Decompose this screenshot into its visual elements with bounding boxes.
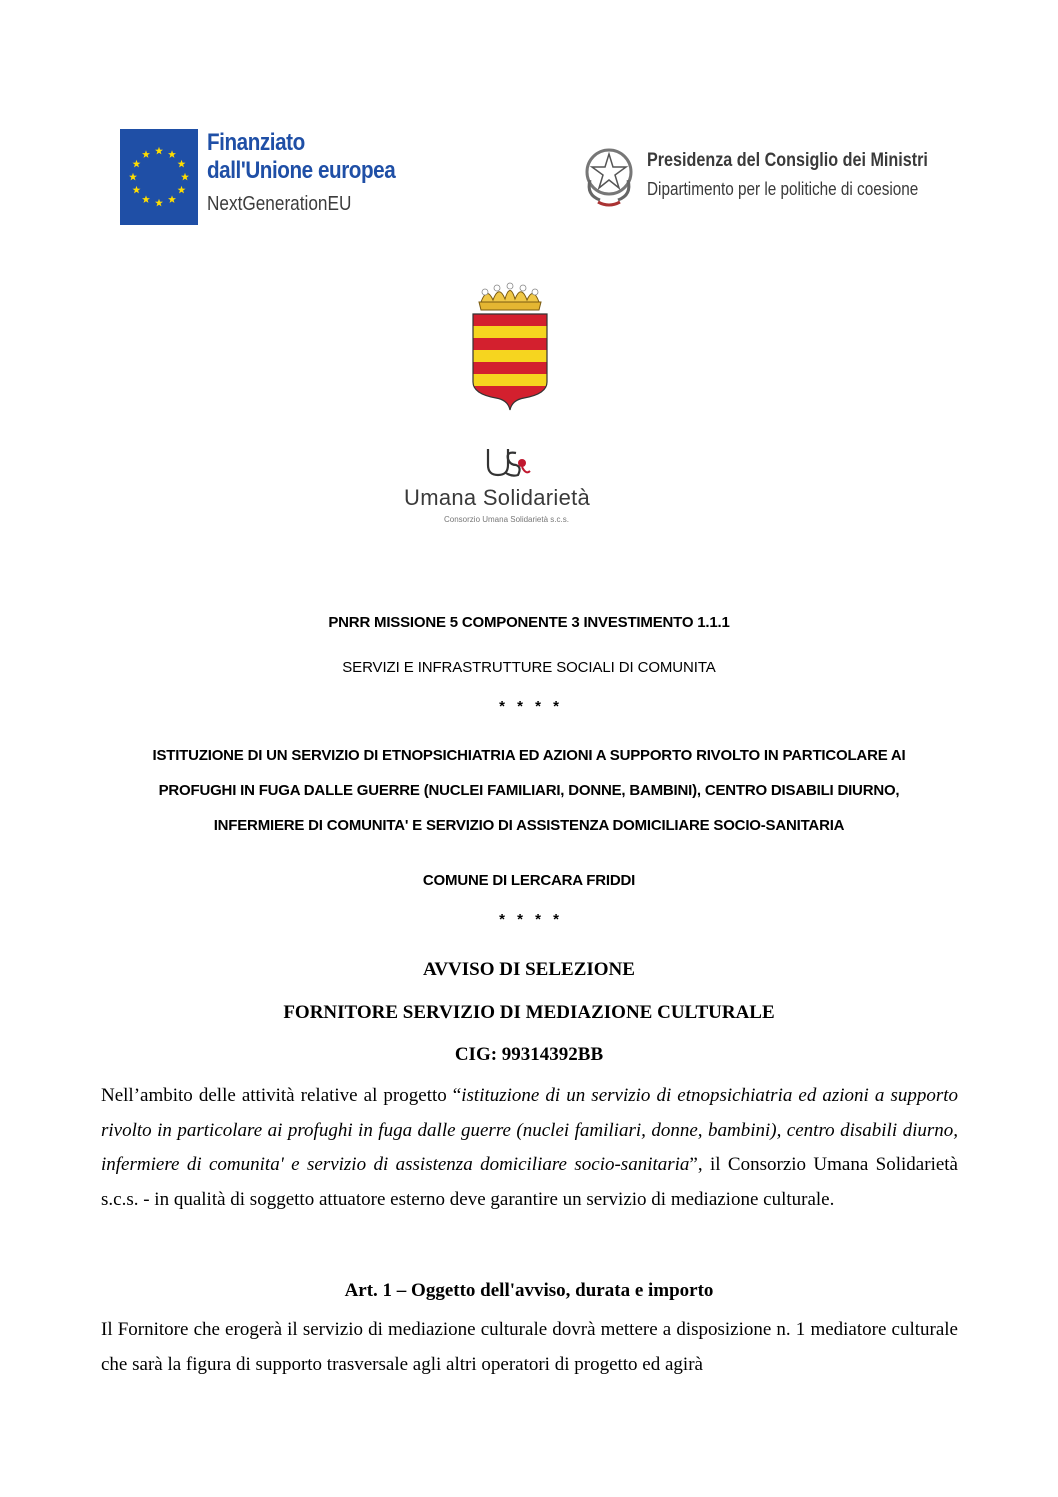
- presidenza-logo: [582, 140, 977, 210]
- project-title-line2: PROFUGHI IN FUGA DALLE GUERRE (NUCLEI FAMILIARI, DONNE, BAMBINI), CENTRO DISABILI DIURNO,: [158, 782, 900, 799]
- intro-text-before: Nell’ambito delle attività relative al progetto “: [101, 1085, 462, 1106]
- coat-of-arms-icon: [469, 282, 551, 412]
- eu-logo-line2: dall'Unione europea: [207, 157, 396, 184]
- project-title-line1: ISTITUZIONE DI UN SERVIZIO DI ETNOPSICHIATRIA ED AZIONI A SUPPORTO RIVOLTO IN PARTICOLARE AI: [152, 747, 906, 764]
- eu-star-icon: [178, 160, 186, 168]
- eu-star-icon: [132, 186, 140, 194]
- separator-stars-2: * * * *: [499, 911, 559, 928]
- notice-title: AVVISO DI SELEZIONE: [423, 959, 635, 980]
- project-title-line3: INFERMIERE DI COMUNITA' E SERVIZIO DI ASSISTENZA DOMICILIARE SOCIO-SANITARIA: [213, 817, 845, 834]
- article-1-text: Il Fornitore che erogerà il servizio di mediazione culturale dovrà mettere a disposizione n. 1 mediatore culturale che sarà la figura di supporto trasversale agli altri operatori di progetto ed agirà: [101, 1319, 958, 1375]
- eu-star-icon: [155, 147, 163, 155]
- eu-star-icon: [168, 150, 176, 158]
- umana-solidarieta-name: Umana Solidarietà: [404, 485, 591, 510]
- presidenza-line2: Dipartimento per le politiche di coesione: [647, 179, 919, 199]
- umana-solidarieta-subtitle: Consorzio Umana Solidarietà s.c.s.: [444, 515, 569, 524]
- intro-text-after: ”, il Consorzio Umana Solidarietà s.c.s. - in qualità di soggetto attuatore esterno deve garantire un servizio di mediazione culturale.: [101, 1154, 958, 1211]
- us-monogram-icon: [482, 445, 532, 481]
- cig-code: CIG: 99314392BB: [454, 1044, 604, 1065]
- intro-paragraph: [101, 1079, 958, 1218]
- eu-star-icon: [155, 199, 163, 207]
- eu-star-icon: [168, 195, 176, 203]
- services-line: SERVIZI E INFRASTRUTTURE SOCIALI DI COMUNITA: [342, 659, 716, 676]
- eu-funding-logo: [120, 129, 426, 225]
- eu-star-icon: [132, 160, 140, 168]
- eu-star-icon: [142, 150, 150, 158]
- article-1-heading: Art. 1 – Oggetto dell'avviso, durata e importo: [344, 1280, 714, 1301]
- separator-stars: * * * *: [499, 698, 559, 715]
- presidenza-line1: Presidenza del Consiglio dei Ministri: [647, 150, 928, 171]
- comune-line: COMUNE DI LERCARA FRIDDI: [422, 872, 636, 889]
- intro-project-name: istituzione di un servizio di etnopsichiatria ed azioni a supporto rivolto in particolare ai profughi in fuga dalle guerre (nuclei familiari, donne, bambini), centro disabili diurno, infermiere di comunita' e servizio di assistenza domiciliare socio-sanitaria: [101, 1085, 959, 1176]
- eu-star-icon: [129, 173, 137, 181]
- italian-emblem-icon: [582, 140, 637, 210]
- umana-solidarieta-logo: [404, 445, 624, 535]
- eu-star-icon: [181, 173, 189, 181]
- eu-logo-line1: Finanziato: [207, 129, 305, 156]
- pnrr-line: PNRR MISSIONE 5 COMPONENTE 3 INVESTIMENTO 1.1.1: [328, 614, 730, 631]
- notice-subtitle: FORNITORE SERVIZIO DI MEDIAZIONE CULTURALE: [283, 1002, 775, 1023]
- eu-star-icon: [178, 186, 186, 194]
- eu-flag-icon: [120, 129, 198, 225]
- eu-star-icon: [142, 195, 150, 203]
- eu-logo-line3: NextGenerationEU: [207, 193, 352, 215]
